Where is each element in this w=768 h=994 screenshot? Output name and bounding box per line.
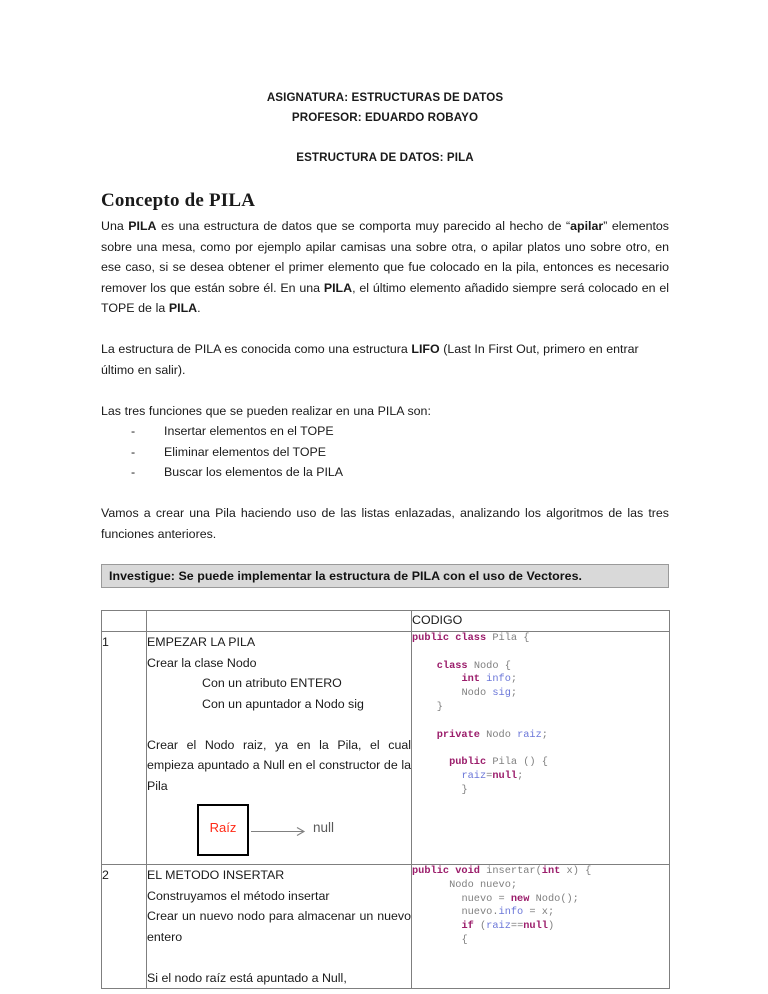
p1-text-d: , el último elemento añadido siempre será colocado en el TOPE de la [101, 280, 669, 315]
step-number: 2 [102, 865, 147, 989]
list-item-label: Buscar los elementos de la PILA [164, 465, 344, 479]
paragraph-lifo [101, 339, 669, 380]
raiz-null-label: null [313, 820, 335, 835]
step-code [412, 865, 670, 989]
table-header-code: CODIGO [412, 611, 670, 632]
table-row [102, 865, 670, 989]
paragraph-spacer-1 [101, 319, 669, 340]
step-subline: Con un atributo ENTERO [202, 676, 342, 690]
step-line: Crear un nuevo nodo para almacenar un nuevo entero [147, 909, 411, 944]
step-number: 1 [102, 632, 147, 865]
paragraph-functions-intro: Las tres funciones que se pueden realizar en una PILA son: [101, 403, 431, 418]
list-bullet-dash: - [131, 444, 136, 459]
document-header [101, 88, 669, 128]
list-item [131, 421, 669, 442]
p2-bold-lifo: LIFO [411, 342, 440, 356]
list-bullet-dash: - [131, 465, 136, 479]
raiz-node-diagram [197, 802, 411, 864]
step-spacer [147, 947, 411, 968]
paragraph-spacer-3 [101, 483, 669, 504]
page-title: Concepto de PILA [101, 190, 256, 211]
functions-list [101, 421, 669, 483]
header-spacer [101, 128, 669, 148]
p1-text-e: . [197, 301, 201, 315]
paragraph-spacer-2 [101, 380, 669, 401]
header-subject-line: ASIGNATURA: ESTRUCTURAS DE DATOS [266, 91, 504, 104]
step-line: Construyamos el método insertar [147, 888, 330, 903]
document-body [101, 88, 669, 989]
table-header-row [102, 611, 670, 632]
p1-text-b: es una estructura de datos que se comporta muy parecido al hecho de “ [156, 219, 571, 233]
p1-bold-pila-3: PILA [168, 301, 198, 315]
paragraph-concept [101, 216, 669, 319]
paragraph-plan: Vamos a crear una Pila haciendo uso de las listas enlazadas, analizando los algoritmos de las tres funciones anteriores. [101, 506, 669, 541]
step-description [147, 632, 412, 865]
step-subline: Con un apuntador a Nodo sig [202, 696, 364, 711]
arrow-right-icon [251, 827, 309, 836]
list-item-label: Eliminar elementos del TOPE [164, 444, 327, 459]
p1-text-a: Una [101, 219, 129, 233]
code-block-insertar: public void insertar(int x) { Nodo nuevo; nuevo = new Nodo(); nuevo.info = x; if (raiz==null) { [412, 865, 592, 946]
list-item-label: Insertar elementos en el TOPE [164, 424, 334, 438]
raiz-node-label: Raíz [209, 820, 237, 835]
step-paragraph: Crear el Nodo raiz, ya en la Pila, el cual empieza apuntado a Null en el constructor de la Pila [147, 737, 411, 793]
table-header-description [147, 611, 412, 632]
step-paragraph: Si el nodo raíz está apuntado a Null, [147, 970, 347, 985]
step-code [412, 632, 670, 865]
list-item [131, 462, 669, 483]
header-professor-line: PROFESOR: EDUARDO ROBAYO [291, 111, 479, 124]
step-title: EMPEZAR LA PILA [147, 635, 256, 649]
step-description [147, 865, 412, 989]
step-title: EL METODO INSERTAR [147, 868, 285, 882]
step-spacer [147, 714, 411, 735]
code-block-pila: public class Pila { class Nodo { int info; Nodo sig; } private Nodo raiz; public Pila () { raiz=null; } [412, 632, 548, 796]
p1-bold-apilar: apilar [570, 219, 604, 233]
steps-table [101, 610, 670, 989]
p1-bold-pila-2: PILA [323, 280, 353, 295]
table-row [102, 632, 670, 865]
p2-text-b: (Last In First Out, primero en entrar último en salir). [101, 342, 639, 377]
list-bullet-dash: - [131, 424, 136, 438]
p1-bold-pila-1: PILA [128, 219, 157, 233]
step-line: Crear la clase Nodo [147, 655, 257, 670]
investigate-callout: Investigue: Se puede implementar la estructura de PILA con el uso de Vectores. [101, 564, 669, 588]
table-header-number [102, 611, 147, 632]
p1-text-c: ” elementos sobre una mesa, como por ejemplo apilar camisas una sobre otra, o apilar platos uno sobre otro, en ese caso, si se desea obtener el primer elemento que fue colocado en la pila, entonces es necesario remover los que están sobre él. En una [101, 219, 670, 295]
p2-text-a: La estructura de PILA es conocida como una estructura [101, 342, 412, 356]
header-topic-line: ESTRUCTURA DE DATOS: PILA [296, 151, 474, 164]
list-item [131, 442, 669, 463]
